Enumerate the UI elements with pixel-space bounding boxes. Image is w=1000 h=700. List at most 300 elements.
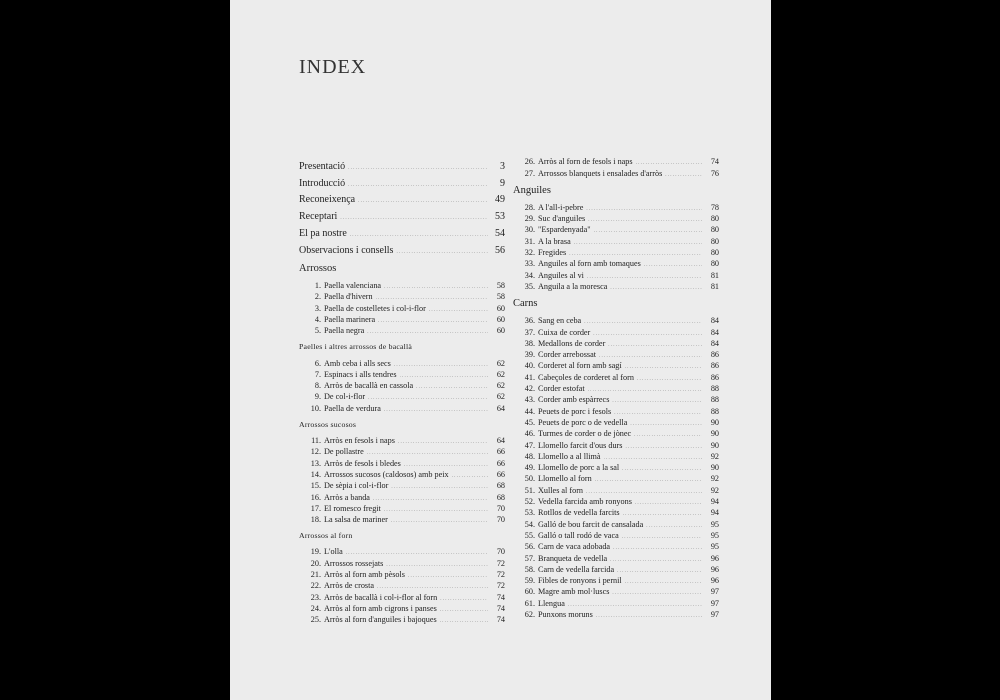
right-sections: [513, 155, 719, 619]
index-entry: [513, 359, 719, 370]
entry-number: 55.: [524, 530, 535, 540]
index-column-left: [299, 155, 505, 624]
entry-number: 17.: [310, 503, 321, 513]
entry-page-number: 58: [496, 281, 505, 291]
entry-label: Carn de vedella farcida: [538, 564, 615, 574]
left-sections: [299, 263, 505, 624]
entry-page-number: 70: [496, 503, 505, 513]
index-entry: [299, 356, 505, 367]
entry-page-number: 94: [710, 508, 719, 518]
dot-leader: [391, 515, 488, 524]
entry-label: Punxons moruns: [538, 609, 593, 619]
entry-number: 29.: [524, 214, 535, 224]
index-entry: [299, 590, 505, 601]
entry-page-number: 95: [710, 519, 719, 529]
entry-number: 42.: [524, 384, 535, 394]
dot-leader: [377, 581, 488, 590]
page-title: INDEX: [299, 56, 367, 78]
entry-label: Receptari: [299, 211, 338, 223]
entry-label: Xulles al forn: [538, 485, 584, 495]
entry-label: Llomello farcit d'ous durs: [538, 440, 623, 450]
index-entry: [299, 568, 505, 579]
entry-label: Amb ceba i alls secs: [324, 358, 391, 368]
entry-page-number: 81: [710, 270, 719, 280]
dot-leader: [404, 459, 488, 468]
dot-leader: [568, 599, 702, 608]
entry-label: Peuets de porc i fesols: [538, 406, 612, 416]
dot-leader: [348, 161, 488, 172]
entry-label: Arròs al forn amb cigrons i panses: [324, 603, 437, 613]
index-entry: [513, 540, 719, 551]
index-entry: [299, 390, 505, 401]
entry-number: 52.: [524, 497, 535, 507]
index-entry: [513, 348, 719, 359]
entry-number: 12.: [310, 447, 321, 457]
entry-page-number: 49: [495, 194, 505, 206]
entry-page-number: 68: [496, 481, 505, 491]
entry-number: 46.: [524, 429, 535, 439]
dot-leader: [574, 237, 702, 246]
entry-label: Paella d'hivern: [324, 292, 373, 302]
dot-leader: [637, 373, 702, 382]
index-entry: [513, 370, 719, 381]
entry-number: 4.: [314, 314, 321, 324]
entry-page-number: 96: [710, 553, 719, 563]
entry-number: 53.: [524, 508, 535, 518]
entry-label: Arròs al forn de fesols i naps: [538, 157, 633, 167]
entry-page-number: 53: [495, 211, 505, 223]
dot-leader: [373, 493, 488, 502]
entry-number: 60.: [524, 587, 535, 597]
dot-leader: [617, 565, 702, 574]
dot-leader: [596, 610, 702, 619]
entry-number: 23.: [310, 592, 321, 602]
entry-label: Arrossos rossejats: [324, 558, 384, 568]
entry-page-number: 64: [496, 403, 505, 413]
entry-page-number: 90: [710, 440, 719, 450]
index-entry: [513, 382, 719, 393]
entry-label: Paella de verdura: [324, 403, 381, 413]
dot-leader: [588, 214, 702, 223]
entry-page-number: 70: [496, 547, 505, 557]
entry-label: A la brasa: [538, 236, 571, 246]
entry-number: 22.: [310, 581, 321, 591]
entry-label: "Espardenyada": [538, 225, 591, 235]
entry-number: 30.: [524, 225, 535, 235]
entry-number: 5.: [314, 326, 321, 336]
dot-leader: [394, 359, 488, 368]
entry-page-number: 54: [495, 227, 505, 239]
entry-label: Arròs de crosta: [324, 581, 375, 591]
dot-leader: [665, 169, 702, 178]
index-entry: [299, 379, 505, 390]
entry-page-number: 90: [710, 417, 719, 427]
entry-page-number: 74: [496, 603, 505, 613]
entry-label: A l'all-i-pebre: [538, 202, 584, 212]
entry-page-number: 66: [496, 447, 505, 457]
entry-page-number: 78: [710, 202, 719, 212]
entry-label: De pollastre: [324, 447, 364, 457]
entry-label: Carn de vaca adobada: [538, 542, 611, 552]
index-entry: [513, 596, 719, 607]
entry-number: 41.: [524, 372, 535, 382]
entry-page-number: 74: [496, 592, 505, 602]
entry-label: Llomello a al llimà: [538, 451, 601, 461]
entry-number: 40.: [524, 361, 535, 371]
entry-number: 10.: [310, 403, 321, 413]
index-entry: [299, 556, 505, 567]
entry-number: 45.: [524, 417, 535, 427]
entry-page-number: 72: [496, 570, 505, 580]
index-entry: [299, 434, 505, 445]
index-entry: [299, 222, 505, 239]
index-entry: [513, 393, 719, 404]
entry-label: Magre amb mol·luscs: [538, 587, 610, 597]
entry-label: L'olla: [324, 547, 343, 557]
index-entry: [513, 416, 719, 427]
index-entry: [299, 613, 505, 624]
entry-number: 6.: [314, 358, 321, 368]
entry-page-number: 66: [496, 469, 505, 479]
dot-leader: [586, 486, 702, 495]
entry-label: Arròs en fesols i naps: [324, 436, 395, 446]
entry-page-number: 60: [496, 303, 505, 313]
index-entry: [513, 427, 719, 438]
entry-label: Sang en ceba: [538, 316, 582, 326]
entry-page-number: 88: [710, 384, 719, 394]
index-entry: [299, 545, 505, 556]
entry-number: 2.: [314, 292, 321, 302]
entry-page-number: 76: [710, 168, 719, 178]
entry-number: 35.: [524, 281, 535, 291]
index-entry: [513, 337, 719, 348]
index-entry: [513, 223, 719, 234]
index-entry: [513, 280, 719, 291]
index-entry: [513, 314, 719, 325]
dot-leader: [599, 350, 702, 359]
entry-number: 61.: [524, 598, 535, 608]
entry-number: 24.: [310, 603, 321, 613]
dot-leader: [594, 225, 702, 234]
entry-page-number: 60: [496, 326, 505, 336]
entry-page-number: 3: [500, 160, 505, 172]
index-entry: [299, 324, 505, 335]
entry-number: 19.: [310, 547, 321, 557]
entry-label: Arròs a banda: [324, 492, 370, 502]
entry-label: Paella marinera: [324, 314, 376, 324]
entry-number: 16.: [310, 492, 321, 502]
index-entry: [513, 234, 719, 245]
dot-leader: [584, 316, 702, 325]
dot-leader: [614, 407, 702, 416]
entry-page-number: 62: [496, 369, 505, 379]
entry-label: Turmes de corder o de jònec: [538, 429, 632, 439]
index-entry: [299, 513, 505, 524]
dot-leader: [610, 554, 702, 563]
entry-label: Presentació: [299, 160, 346, 172]
index-entry: [299, 172, 505, 189]
entry-label: Llengua: [538, 598, 565, 608]
entry-number: 14.: [310, 469, 321, 479]
entry-number: 38.: [524, 338, 535, 348]
entry-label: Fibles de ronyons i pernil: [538, 576, 622, 586]
entry-number: 20.: [310, 558, 321, 568]
dot-leader: [569, 248, 702, 257]
entry-page-number: 9: [500, 177, 505, 189]
entry-label: Branqueta de vedella: [538, 553, 608, 563]
entry-page-number: 62: [496, 381, 505, 391]
index-entry: [299, 401, 505, 412]
section-heading: Carns: [513, 297, 538, 309]
section-entries: [513, 155, 719, 178]
dot-leader: [587, 271, 702, 280]
entry-number: 11.: [311, 436, 321, 446]
entry-label: Llomello al forn: [538, 474, 592, 484]
index-entry: [299, 579, 505, 590]
index-entry: [299, 290, 505, 301]
index-entry: [299, 205, 505, 222]
entry-number: 32.: [524, 248, 535, 258]
dot-leader: [646, 520, 702, 529]
entry-page-number: 95: [710, 542, 719, 552]
entry-label: Anguila a la moresca: [538, 281, 608, 291]
entry-page-number: 58: [496, 292, 505, 302]
dot-leader: [378, 315, 488, 324]
entry-number: 48.: [524, 451, 535, 461]
index-entry: [513, 257, 719, 268]
section-heading: Anguiles: [513, 184, 551, 196]
entry-label: Llomello de porc a la sal: [538, 463, 620, 473]
entry-page-number: 74: [710, 157, 719, 167]
index-entry: [513, 438, 719, 449]
index-entry: [299, 301, 505, 312]
entry-number: 1.: [314, 281, 321, 291]
entry-page-number: 80: [710, 236, 719, 246]
section-entries: [513, 314, 719, 619]
entry-label: Introducció: [299, 177, 346, 189]
dot-leader: [586, 203, 702, 212]
entry-page-number: 86: [710, 361, 719, 371]
entry-number: 36.: [524, 316, 535, 326]
entry-number: 27.: [524, 168, 535, 178]
entry-label: Galló de bou farcit de cansalada: [538, 519, 644, 529]
index-entry: [299, 490, 505, 501]
section-heading: Paelles i altres arrossos de bacallà: [299, 342, 413, 352]
entry-label: Corder arrebossat: [538, 350, 596, 360]
entry-page-number: 88: [710, 395, 719, 405]
index-entry: [513, 506, 719, 517]
entry-page-number: 92: [710, 485, 719, 495]
entry-label: Espinacs i alls tendres: [324, 369, 397, 379]
entry-page-number: 96: [710, 576, 719, 586]
entry-page-number: 70: [496, 515, 505, 525]
index-entry: [513, 551, 719, 562]
entry-page-number: 62: [496, 392, 505, 402]
entry-number: 47.: [524, 440, 535, 450]
entry-page-number: 80: [710, 248, 719, 258]
section-heading: Arrossos sucosos: [299, 419, 357, 429]
entry-page-number: 90: [710, 429, 719, 439]
entry-page-number: 64: [496, 436, 505, 446]
index-entry: [513, 404, 719, 415]
entry-page-number: 72: [496, 558, 505, 568]
dot-leader: [635, 497, 702, 506]
entry-label: Peuets de porc o de vedella: [538, 417, 628, 427]
dot-leader: [634, 429, 702, 438]
section-heading: Arrossos al forn: [299, 531, 353, 541]
entry-page-number: 62: [496, 358, 505, 368]
dot-leader: [452, 470, 488, 479]
main-entries: [299, 155, 505, 256]
entry-number: 8.: [314, 381, 321, 391]
index-entry: [513, 166, 719, 177]
dot-leader: [440, 615, 488, 624]
dot-leader: [346, 547, 488, 556]
index-entry: [513, 585, 719, 596]
dot-leader: [398, 436, 488, 445]
dot-leader: [391, 481, 488, 490]
index-entry: [299, 602, 505, 613]
entry-label: Reconeixença: [299, 194, 356, 206]
index-entry: [299, 445, 505, 456]
entry-page-number: 88: [710, 406, 719, 416]
dot-leader: [595, 474, 702, 483]
index-entry: [513, 483, 719, 494]
dot-leader: [408, 570, 488, 579]
entry-label: De sèpia i col-i-flor: [324, 481, 389, 491]
entry-page-number: 84: [710, 338, 719, 348]
index-entry: [299, 368, 505, 379]
entry-number: 33.: [524, 259, 535, 269]
entry-number: 59.: [524, 576, 535, 586]
entry-number: 51.: [524, 485, 535, 495]
entry-label: Paella valenciana: [324, 281, 382, 291]
entry-label: Observacions i consells: [299, 244, 394, 256]
dot-leader: [625, 361, 702, 370]
entry-page-number: 86: [710, 372, 719, 382]
entry-label: Fregides: [538, 248, 567, 258]
entry-label: Medallons de corder: [538, 338, 606, 348]
dot-leader: [622, 531, 702, 540]
entry-label: Arròs de fesols i bledes: [324, 458, 401, 468]
entry-number: 9.: [314, 392, 321, 402]
dot-leader: [593, 328, 702, 337]
entry-page-number: 97: [710, 587, 719, 597]
entry-number: 49.: [524, 463, 535, 473]
dot-leader: [610, 282, 702, 291]
entry-label: Corder amb espàrrecs: [538, 395, 610, 405]
entry-label: Paella de costelletes i col-i-flor: [324, 303, 426, 313]
index-entry: [299, 468, 505, 479]
index-entry: [513, 155, 719, 166]
index-entry: [299, 456, 505, 467]
entry-page-number: 80: [710, 214, 719, 224]
entry-page-number: 84: [710, 327, 719, 337]
entry-number: 56.: [524, 542, 535, 552]
section-entries: [299, 356, 505, 412]
index-entry: [299, 189, 505, 206]
index-entry: [513, 608, 719, 619]
entry-label: Cabeçoles de corderet al forn: [538, 372, 634, 382]
dot-leader: [440, 604, 488, 613]
dot-leader: [367, 326, 488, 335]
dot-leader: [440, 593, 488, 602]
entry-label: Arròs de bacallà i col-i-flor al forn: [324, 592, 438, 602]
dot-leader: [613, 542, 702, 551]
entry-number: 43.: [524, 395, 535, 405]
dot-leader: [367, 447, 488, 456]
index-entry: [513, 201, 719, 212]
index-entry: [513, 212, 719, 223]
entry-number: 21.: [310, 570, 321, 580]
index-column-right: [513, 155, 719, 619]
dot-leader: [396, 245, 488, 256]
entry-label: Rotllos de vedella farcits: [538, 508, 620, 518]
dot-leader: [416, 381, 488, 390]
entry-number: 26.: [524, 157, 535, 167]
entry-page-number: 92: [710, 474, 719, 484]
dot-leader: [384, 281, 488, 290]
entry-label: Vedella farcida amb ronyons: [538, 497, 632, 507]
entry-page-number: 80: [710, 259, 719, 269]
entry-page-number: 90: [710, 463, 719, 473]
entry-number: 34.: [524, 270, 535, 280]
dot-leader: [376, 292, 488, 301]
entry-label: Corderet al forn amb sagí: [538, 361, 622, 371]
entry-page-number: 72: [496, 581, 505, 591]
entry-number: 58.: [524, 564, 535, 574]
entry-number: 39.: [524, 350, 535, 360]
entry-label: Suc d'anguiles: [538, 214, 586, 224]
entry-label: El pa nostre: [299, 227, 347, 239]
entry-page-number: 74: [496, 615, 505, 625]
index-entry: [513, 517, 719, 528]
entry-page-number: 96: [710, 564, 719, 574]
index-entry: [299, 313, 505, 324]
entry-label: De col-i-flor: [324, 392, 366, 402]
entry-number: 25.: [310, 615, 321, 625]
entry-number: 28.: [524, 202, 535, 212]
entry-label: Anguiles al forn amb tomaques: [538, 259, 641, 269]
dot-leader: [636, 157, 702, 166]
dot-leader: [608, 339, 702, 348]
entry-number: 7.: [314, 369, 321, 379]
entry-page-number: 84: [710, 316, 719, 326]
entry-number: 18.: [310, 515, 321, 525]
index-entry: [513, 563, 719, 574]
dot-leader: [625, 576, 702, 585]
entry-label: Arròs de bacallà en cassola: [324, 381, 414, 391]
dot-leader: [384, 404, 488, 413]
entry-label: Corder estofat: [538, 384, 585, 394]
dot-leader: [429, 304, 488, 313]
index-entry: [513, 461, 719, 472]
entry-number: 50.: [524, 474, 535, 484]
entry-page-number: 81: [710, 281, 719, 291]
entry-number: 3.: [314, 303, 321, 313]
index-entry: [513, 529, 719, 540]
dot-leader: [612, 587, 702, 596]
entry-page-number: 94: [710, 497, 719, 507]
dot-leader: [623, 508, 702, 517]
entry-label: Arròs al forn d'anguiles i bajoques: [324, 615, 437, 625]
entry-number: 37.: [524, 327, 535, 337]
entry-number: 31.: [524, 236, 535, 246]
entry-page-number: 97: [710, 609, 719, 619]
dot-leader: [630, 418, 702, 427]
index-entry: [513, 268, 719, 279]
dot-leader: [644, 259, 702, 268]
